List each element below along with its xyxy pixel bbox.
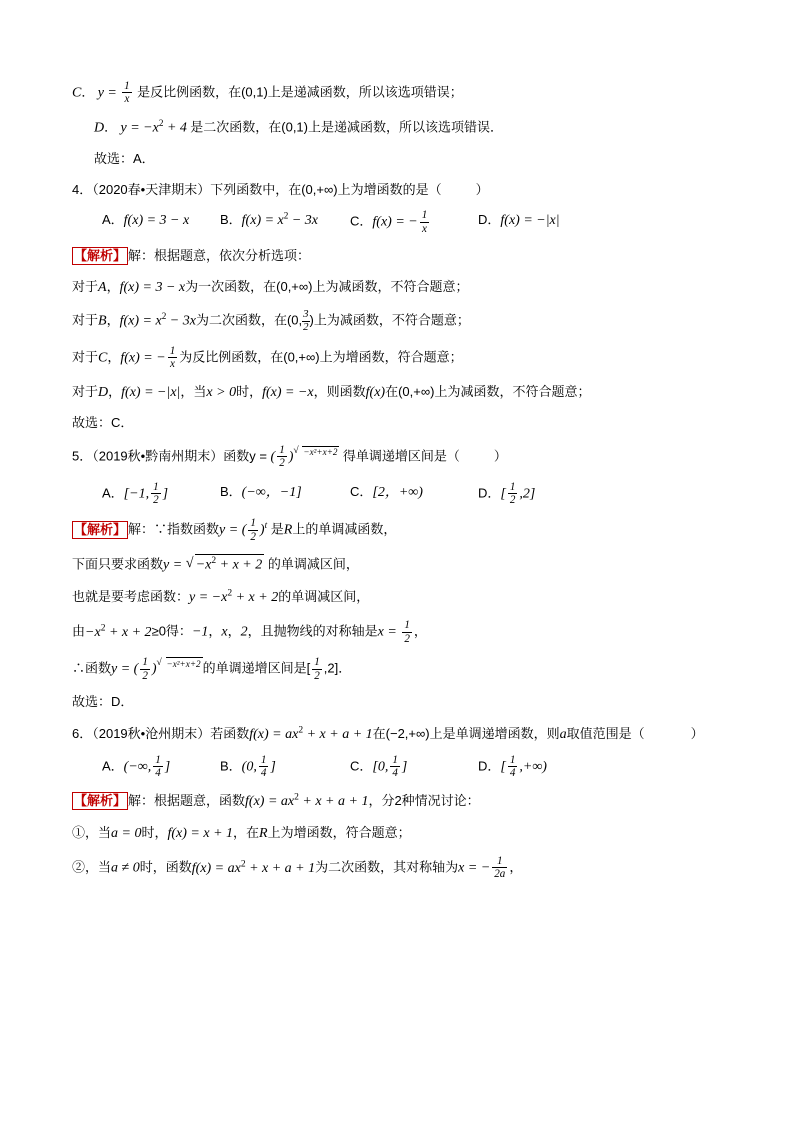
q4-option-b-expr: f(x) = x bbox=[241, 213, 284, 229]
q6-option-a[interactable] bbox=[102, 754, 220, 780]
option-d-dot: ． bbox=[104, 119, 118, 135]
q5-option-a-tail: ] bbox=[162, 486, 169, 502]
q6-option-c-expr: [0, bbox=[372, 759, 389, 775]
fraction-numerator: 1 bbox=[155, 753, 161, 766]
q4-option-c-fraction bbox=[420, 209, 430, 235]
q5-analysis-line-3: 由$-x^2 + x + 2\ge 0$得：−1，x，2，且抛物线的对称轴是x = $\frac{1}{2}$ ， bbox=[72, 619, 427, 645]
fraction-numerator: 1 bbox=[279, 443, 285, 456]
fraction-numerator: 1 bbox=[124, 80, 130, 92]
q6-option-b[interactable] bbox=[220, 754, 350, 780]
q5-option-d[interactable] bbox=[478, 481, 535, 507]
q4-option-c-expr: f(x) = − bbox=[372, 215, 418, 231]
option-d-text: 是二次函数，在(0,1)上是递减函数，所以该选项错误． bbox=[190, 119, 503, 135]
q4-option-a[interactable] bbox=[102, 209, 220, 235]
q4-analysis-line-4: 对于D，f(x) = −|x|，当x > 0时，f(x) = −x，则函数f(x)在(0,+∞)上为减函数，不符合题意； bbox=[72, 383, 591, 400]
question-4-text: 下列函数中，在(0,+∞)上为增函数的是（ bbox=[210, 182, 442, 198]
q5-option-d-tail: ,2] bbox=[519, 486, 536, 502]
option-d-expr: y = −x bbox=[120, 120, 159, 136]
option-c-label: C bbox=[72, 85, 82, 101]
q4-analysis-label: 【解析】 bbox=[72, 247, 128, 265]
q4-option-b[interactable] bbox=[220, 209, 350, 235]
q6-option-b-label: B． bbox=[220, 758, 242, 774]
q5-option-b[interactable] bbox=[220, 481, 350, 507]
fraction-numerator: 1 bbox=[260, 753, 267, 766]
q6-option-a-tail: ] bbox=[164, 759, 171, 775]
document-content bbox=[72, 80, 722, 892]
q4-option-c[interactable] bbox=[350, 209, 478, 235]
q6-analysis-line-2: ②，当a ≠ 0时，函数$f(x) = ax^2 + x + a + 1$为二次函数，其对称轴为x = − $\frac{1}{2a}$ ， bbox=[72, 855, 523, 881]
option-c-dot: ． bbox=[81, 84, 95, 100]
option-d-plus4: + 4 bbox=[163, 120, 187, 136]
option-c-text: 是反比例函数，在(0,1)上是递减函数，所以该选项错误； bbox=[137, 84, 463, 100]
question-6-options bbox=[72, 754, 722, 780]
fraction-denominator: 4 bbox=[509, 767, 516, 780]
fraction-denominator: 2 bbox=[153, 494, 159, 507]
q5-option-b-expr: (−∞，−1] bbox=[241, 484, 302, 500]
q6-option-c-label: C． bbox=[350, 758, 373, 774]
option-c-eq: = bbox=[107, 85, 117, 101]
q5-analysis-line-2: 也就是要考虑函数：$y = -x^2 + x + 2$的单调减区间， bbox=[72, 588, 370, 606]
question-4-source: （2020春•天津期末） bbox=[92, 182, 211, 198]
q6-option-d-tail: ,+∞) bbox=[519, 759, 547, 775]
question-5-text-pre: 函数y = bbox=[223, 448, 271, 464]
q5-option-c-label: C． bbox=[350, 483, 373, 499]
fraction-denominator: x bbox=[422, 222, 427, 235]
q4-analysis-line-1: 对于A，f(x) = 3 − x为一次函数，在(0,+∞)上为减函数，不符合题意； bbox=[72, 278, 469, 295]
fraction-numerator: 1 bbox=[392, 753, 398, 766]
q6-option-d[interactable] bbox=[478, 754, 547, 780]
fraction-numerator: 1 bbox=[153, 480, 159, 493]
q5-exponent: √ $^{-x^2+x+2}$ bbox=[293, 447, 339, 457]
q4-answer: 故选：C． bbox=[72, 415, 134, 431]
q5-option-d-expr: [ bbox=[500, 486, 506, 502]
option-c-line bbox=[72, 80, 722, 106]
q4-option-b-label: B． bbox=[220, 212, 242, 228]
fraction-numerator: 1 bbox=[509, 753, 516, 766]
option-d-line bbox=[72, 117, 722, 139]
question-4-close: ） bbox=[475, 182, 489, 198]
q4-analysis-header bbox=[72, 246, 722, 266]
q5-base-fraction bbox=[277, 444, 287, 470]
question-5-close: ） bbox=[493, 448, 507, 464]
q4-option-c-label: C． bbox=[350, 214, 373, 230]
question-5-source: （2019秋•黔南州期末） bbox=[92, 448, 224, 464]
option-d-exponent: 2 bbox=[158, 117, 164, 128]
fraction-denominator: 4 bbox=[392, 767, 398, 780]
fraction-numerator: 1 bbox=[509, 480, 516, 493]
option-c-y: y bbox=[97, 85, 104, 101]
q6-option-b-expr: (0, bbox=[241, 759, 257, 775]
fraction-denominator: x bbox=[124, 93, 130, 106]
q6-analysis-line-1: ①，当a = 0时，f(x) = x + 1，在R上为增函数，符合题意； bbox=[72, 824, 411, 841]
q5-option-a-label: A． bbox=[102, 485, 124, 501]
question-6-source: （2019秋•沧州期末） bbox=[92, 725, 211, 741]
fraction-denominator: 4 bbox=[155, 767, 161, 780]
question-5-stem: 5．（2019秋•黔南州期末）函数y = ( $\frac{1}{2}$ ) √ $^{-x^2+x+2}$ 得单调递增区间是（ ） bbox=[72, 444, 722, 470]
fraction-denominator: 2 bbox=[279, 457, 285, 470]
q4-analysis-line-2: 对于B，$f(x) = x^2 - 3x$为二次函数，在(0, $\frac{3}{2}$ )上为减函数，不符合题意； bbox=[72, 308, 470, 334]
fraction-denominator: 2 bbox=[509, 494, 516, 507]
q5-analysis-label: 【解析】 bbox=[72, 521, 128, 539]
question-4-options bbox=[72, 209, 722, 235]
q5-analysis-header: 【解析】 解：∵指数函数y = ( $\frac{1}{2}$ )$^t$ 是R上的单调减函数， bbox=[74, 517, 397, 543]
q5-option-b-label: B． bbox=[220, 483, 242, 499]
question-6-stem: 6．（2019秋•沧州期末）若函数$f(x) = ax^2 + x + a + 1$在(−2,+∞)上是单调递增函数，则a取值范围是（ ） bbox=[72, 725, 704, 742]
fraction-numerator: 1 bbox=[421, 209, 428, 222]
q5-option-a[interactable] bbox=[102, 481, 220, 507]
q5-option-a-expr: [−1, bbox=[123, 486, 150, 502]
q5-analysis-line-1: 下面只要求函数y = √ $-x^2 + x + 2$ 的单调减区间， bbox=[72, 554, 722, 576]
q6-option-d-expr: [ bbox=[500, 759, 506, 775]
q4-analysis-intro: 解：根据题意，依次分析选项： bbox=[128, 248, 311, 264]
question-6-close: ） bbox=[690, 725, 704, 741]
q6-analysis-label: 【解析】 bbox=[72, 792, 128, 810]
q6-analysis-header: 【解析】 解：根据题意，函数$f(x) = ax^2 + x + a + 1$，分2种情况讨论： bbox=[74, 791, 480, 809]
q5-option-c[interactable] bbox=[350, 481, 478, 507]
q4-option-a-expr: f(x) = 3 − x bbox=[123, 213, 190, 229]
q4-analysis-line-3: 对于C，f(x) = − $\frac{1}{x}$ 为反比例函数，在(0,+∞)上为增函数，符合题意； bbox=[72, 345, 463, 371]
q4-option-d[interactable] bbox=[478, 209, 560, 235]
fraction-denominator: 4 bbox=[260, 767, 267, 780]
question-6-number: 6． bbox=[72, 725, 93, 741]
q4-option-b-exponent: 2 bbox=[283, 210, 289, 221]
q4-option-d-label: D． bbox=[478, 212, 501, 228]
q5-option-c-expr: [2，+∞) bbox=[372, 484, 423, 500]
q6-option-d-label: D． bbox=[478, 758, 501, 774]
q5-answer: 故选：D． bbox=[72, 693, 134, 709]
q6-option-b-tail: ] bbox=[270, 759, 276, 775]
q5-option-d-label: D． bbox=[478, 485, 501, 501]
question-5-number: 5． bbox=[72, 448, 93, 464]
q5-analysis-line-4: ∴函数y = ( $\frac{1}{2}$ ) √ $^{-x^2+x+2}$ 的单调递增区间是[ $\frac{1}{2}$ ,2]． bbox=[72, 656, 722, 682]
q6-option-c[interactable] bbox=[350, 754, 478, 780]
answer-a-line: 故选：A． bbox=[94, 150, 155, 166]
q6-option-c-tail: ] bbox=[401, 759, 408, 775]
question-5-options bbox=[72, 481, 722, 507]
q4-option-d-expr: f(x) = −|x| bbox=[500, 213, 560, 229]
question-4-stem bbox=[72, 179, 722, 198]
option-d-label: D bbox=[94, 120, 105, 136]
q4-option-b-tail: − 3x bbox=[288, 213, 319, 229]
q6-option-a-expr: (−∞, bbox=[123, 759, 152, 775]
question-5-text-post: 得单调递增区间是（ bbox=[342, 448, 460, 464]
question-4-number: 4． bbox=[72, 182, 93, 198]
q4-option-a-label: A． bbox=[102, 212, 124, 228]
q6-option-a-label: A． bbox=[102, 758, 124, 774]
option-c-fraction bbox=[122, 80, 132, 106]
